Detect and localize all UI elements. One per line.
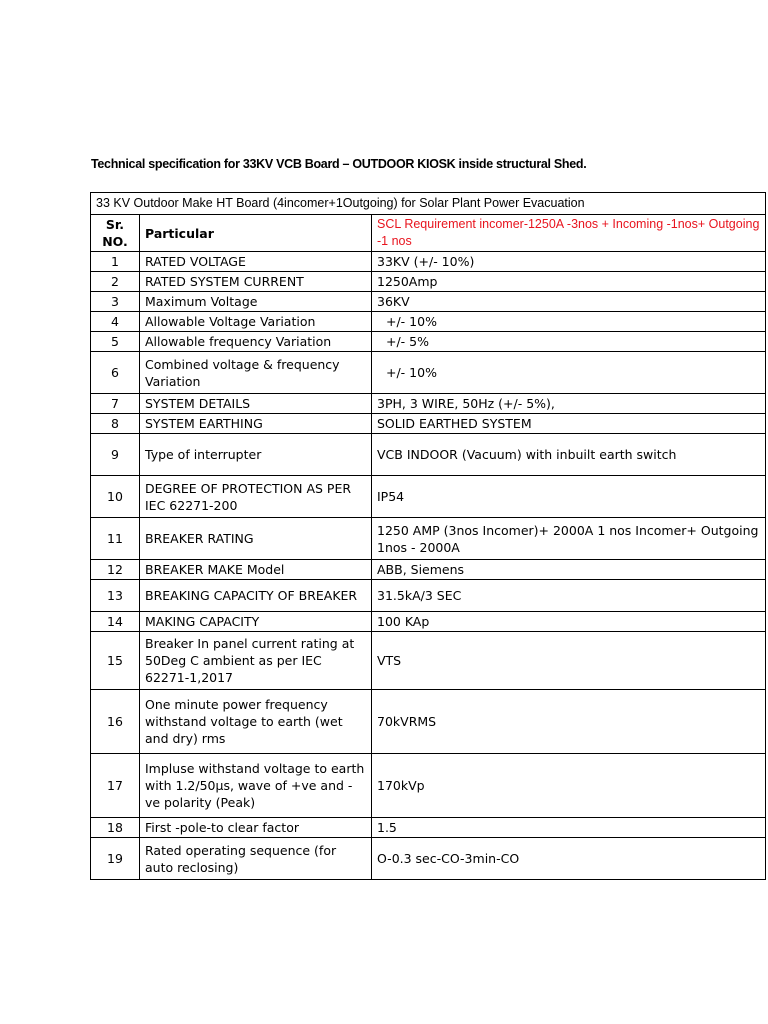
row-value: +/- 10% bbox=[372, 312, 766, 332]
row-particular: BREAKER RATING bbox=[140, 518, 372, 560]
table-row bbox=[91, 252, 766, 272]
row-sr-no: 17 bbox=[91, 754, 140, 818]
table-row bbox=[91, 560, 766, 580]
row-particular: RATED VOLTAGE bbox=[140, 252, 372, 272]
row-value: +/- 10% bbox=[372, 352, 766, 394]
table-row bbox=[91, 332, 766, 352]
table-row bbox=[91, 272, 766, 292]
table-row bbox=[91, 690, 766, 754]
row-particular: Rated operating sequence (for auto reclosing) bbox=[140, 838, 372, 880]
row-sr-no: 3 bbox=[91, 292, 140, 312]
table-row bbox=[91, 754, 766, 818]
table-row bbox=[91, 394, 766, 414]
table-header-row bbox=[91, 215, 766, 252]
row-sr-no: 15 bbox=[91, 632, 140, 690]
row-sr-no: 7 bbox=[91, 394, 140, 414]
row-particular: DEGREE OF PROTECTION AS PER IEC 62271-200 bbox=[140, 476, 372, 518]
row-sr-no: 5 bbox=[91, 332, 140, 352]
table-row bbox=[91, 476, 766, 518]
row-sr-no: 2 bbox=[91, 272, 140, 292]
row-value: 170kVp bbox=[372, 754, 766, 818]
table-row bbox=[91, 632, 766, 690]
row-particular: Breaker In panel current rating at 50Deg C ambient as per IEC 62271-1,2017 bbox=[140, 632, 372, 690]
row-particular: Allowable frequency Variation bbox=[140, 332, 372, 352]
row-value: 3PH, 3 WIRE, 50Hz (+/- 5%), bbox=[372, 394, 766, 414]
table-caption: 33 KV Outdoor Make HT Board (4incomer+1Outgoing) for Solar Plant Power Evacuation bbox=[91, 193, 766, 215]
row-sr-no: 10 bbox=[91, 476, 140, 518]
row-value: 1.5 bbox=[372, 818, 766, 838]
row-sr-no: 6 bbox=[91, 352, 140, 394]
table-row bbox=[91, 414, 766, 434]
row-value: VCB INDOOR (Vacuum) with inbuilt earth switch bbox=[372, 434, 766, 476]
table-row bbox=[91, 352, 766, 394]
row-sr-no: 9 bbox=[91, 434, 140, 476]
table-row bbox=[91, 312, 766, 332]
row-particular: Allowable Voltage Variation bbox=[140, 312, 372, 332]
row-value: SOLID EARTHED SYSTEM bbox=[372, 414, 766, 434]
row-value: IP54 bbox=[372, 476, 766, 518]
row-particular: BREAKER MAKE Model bbox=[140, 560, 372, 580]
row-particular: Maximum Voltage bbox=[140, 292, 372, 312]
row-sr-no: 4 bbox=[91, 312, 140, 332]
row-particular: Combined voltage & frequency Variation bbox=[140, 352, 372, 394]
row-sr-no: 11 bbox=[91, 518, 140, 560]
header-requirement: SCL Requirement incomer-1250A -3nos + Incoming -1nos+ Outgoing -1 nos bbox=[372, 215, 766, 252]
row-sr-no: 16 bbox=[91, 690, 140, 754]
row-value: VTS bbox=[372, 632, 766, 690]
row-particular: SYSTEM DETAILS bbox=[140, 394, 372, 414]
row-particular: MAKING CAPACITY bbox=[140, 612, 372, 632]
row-value: 70kVRMS bbox=[372, 690, 766, 754]
row-value: 36KV bbox=[372, 292, 766, 312]
table-row bbox=[91, 292, 766, 312]
specification-table bbox=[90, 192, 766, 880]
row-sr-no: 19 bbox=[91, 838, 140, 880]
row-sr-no: 14 bbox=[91, 612, 140, 632]
row-value: ABB, Siemens bbox=[372, 560, 766, 580]
table-row bbox=[91, 580, 766, 612]
row-value: 1250 AMP (3nos Incomer)+ 2000A 1 nos Incomer+ Outgoing 1nos - 2000A bbox=[372, 518, 766, 560]
table-caption-row bbox=[91, 193, 766, 215]
row-value: 1250Amp bbox=[372, 272, 766, 292]
table-row bbox=[91, 818, 766, 838]
table-row bbox=[91, 612, 766, 632]
row-value: 100 KAp bbox=[372, 612, 766, 632]
header-sr-no: Sr. NO. bbox=[91, 215, 140, 252]
row-particular: SYSTEM EARTHING bbox=[140, 414, 372, 434]
table-row bbox=[91, 838, 766, 880]
row-value: 31.5kA/3 SEC bbox=[372, 580, 766, 612]
row-particular: BREAKING CAPACITY OF BREAKER bbox=[140, 580, 372, 612]
table-row bbox=[91, 434, 766, 476]
row-value: 33KV (+/- 10%) bbox=[372, 252, 766, 272]
row-particular: RATED SYSTEM CURRENT bbox=[140, 272, 372, 292]
row-sr-no: 8 bbox=[91, 414, 140, 434]
row-sr-no: 18 bbox=[91, 818, 140, 838]
row-particular: Type of interrupter bbox=[140, 434, 372, 476]
row-sr-no: 12 bbox=[91, 560, 140, 580]
row-value: O-0.3 sec-CO-3min-CO bbox=[372, 838, 766, 880]
header-particular: Particular bbox=[140, 215, 372, 252]
table-row bbox=[91, 518, 766, 560]
row-sr-no: 13 bbox=[91, 580, 140, 612]
row-particular: One minute power frequency withstand voltage to earth (wet and dry) rms bbox=[140, 690, 372, 754]
row-value: +/- 5% bbox=[372, 332, 766, 352]
row-sr-no: 1 bbox=[91, 252, 140, 272]
document-title: Technical specification for 33KV VCB Board – OUTDOOR KIOSK inside structural Shed. bbox=[91, 157, 587, 171]
row-particular: First -pole-to clear factor bbox=[140, 818, 372, 838]
row-particular: Impluse withstand voltage to earth with 1.2/50µs, wave of +ve and -ve polarity (Peak) bbox=[140, 754, 372, 818]
